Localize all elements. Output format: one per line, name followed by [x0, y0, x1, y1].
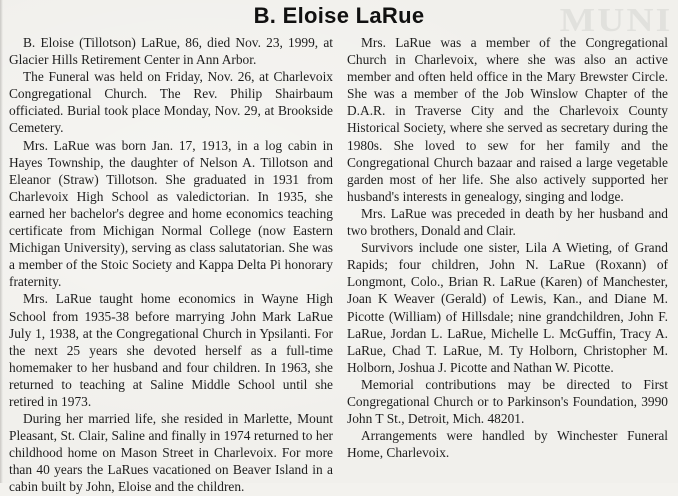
- paragraph: Mrs. LaRue was born Jan. 17, 1913, in a log cabin in Hayes Township, the daughter of Nelson A. Tillotson and Eleanor (Straw) Tillotson. She graduated in 1931 from Charlevoix High School as valedictorian. In 1935, she earned her bachelor's degree and home economics teaching certificate from Michigan Normal College (now Eastern Michigan University), serving as class salutatorian. She was a member of the Stoic Society and Kappa Delta Pi honorary fraternity.: [9, 137, 333, 290]
- paragraph: During her married life, she resided in Marlette, Mount Pleasant, St. Clair, Saline and finally in 1974 returned to her childhood home on Mason Street in Charlevoix. For more than 40 years the LaRues vacationed on Beaver Island in a cabin built by John, Eloise and the children.: [9, 411, 333, 495]
- paragraph: Mrs. LaRue was preceded in death by her husband and two brothers, Donald and Clair.: [347, 205, 668, 239]
- paragraph: B. Eloise (Tillotson) LaRue, 86, died Nov. 23, 1999, at Glacier Hills Retirement Center in Ann Arbor.: [9, 35, 333, 68]
- obituary-headline: B. Eloise LaRue: [253, 3, 425, 28]
- clipping-left-edge: [0, 0, 3, 483]
- left-column: [9, 34, 333, 496]
- bleed-through-text: MUNI: [559, 2, 672, 39]
- right-column: [347, 34, 668, 461]
- paragraph: Arrangements were handled by Winchester Funeral Home, Charlevoix.: [347, 428, 668, 461]
- paragraph: Mrs. LaRue taught home economics in Wayne High School from 1935-38 before marrying John Mark LaRue July 1, 1938, at the Congregational Church in Ypsilanti. For the next 25 years she devoted herself as a full-time homemaker to her husband and four children. In 1963, she returned to teaching at Saline Middle School until she retired in 1973.: [9, 291, 333, 409]
- paragraph: Survivors include one sister, Lila A Wieting, of Grand Rapids; four children, John N. LaRue (Roxann) of Longmont, Colo., Brian R. LaRue (Karen) of Manchester, Joan K Weaver (Gerald) of Lewis, Kan., and Diane M. Picotte (William) of Hillsdale; nine grandchildren, John F. LaRue, Jordan L. LaRue, Michelle L. McGuffin, Tracy A. LaRue, Chad T. LaRue, M. Ty Holborn, Christopher M. Holborn, Joshua J. Picotte and Nathan W. Picotte.: [347, 240, 668, 375]
- paragraph: Memorial contributions may be directed to First Congregational Church or to Parkinson's Foundation, 3990 John T St., Detroit, Mich. 48201.: [347, 376, 668, 427]
- paragraph: The Funeral was held on Friday, Nov. 26, at Charlevoix Congregational Church. The Rev. Philip Shairbaum officiated. Burial took place Monday, Nov. 29, at Brookside Cemetery.: [9, 69, 333, 136]
- paragraph: Mrs. LaRue was a member of the Congregational Church in Charlevoix, where she was also an active member and often held office in the Mary Brewster Circle. She was a member of the Job Winslow Chapter of the D.A.R. in Traverse City and the Charlevoix County Historical Society, where she served as secretary during the 1980s. She loved to sew for her family and the Congregational Church bazaar and raised a large vegetable garden most of her life. She also actively supported her husband's interests in genealogy, singing and lodge.: [347, 35, 668, 204]
